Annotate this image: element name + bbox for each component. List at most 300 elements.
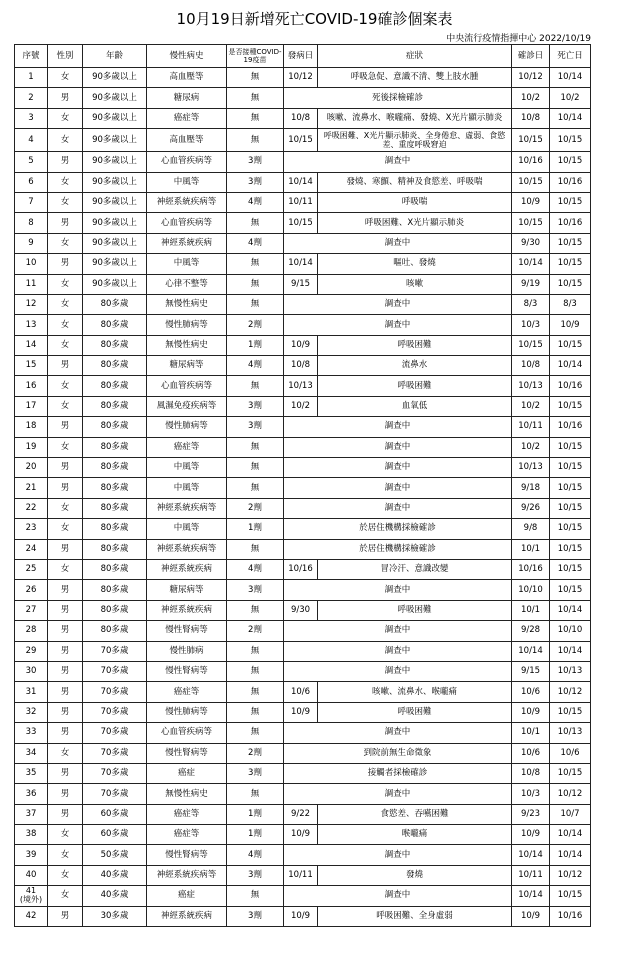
cell-death: 10/15: [550, 580, 591, 600]
cell-age: 80多歲: [83, 396, 147, 416]
cell-sex: 男: [48, 600, 83, 620]
cell-chronic: 慢性腎病等: [147, 845, 227, 865]
cell-sex: 女: [48, 294, 83, 314]
cell-age: 90多歲以上: [83, 172, 147, 192]
cell-sex: 男: [48, 763, 83, 783]
table-row: [15, 478, 591, 498]
cell-vaccine: 4劑: [227, 192, 284, 212]
cell-death: 10/15: [550, 886, 591, 906]
cell-chronic: 中風等: [147, 254, 227, 274]
cell-vaccine: 無: [227, 539, 284, 559]
table-row: [15, 580, 591, 600]
cell-vaccine: 4劑: [227, 559, 284, 579]
cell-chronic: 神經系統疾病等: [147, 498, 227, 518]
cell-sex: 男: [48, 254, 83, 274]
table-row: [15, 315, 591, 335]
cell-sex: 男: [48, 641, 83, 661]
table-row: [15, 702, 591, 722]
cell-chronic: 癌症等: [147, 804, 227, 824]
cell-vaccine: 無: [227, 702, 284, 722]
cell-sex: 女: [48, 519, 83, 539]
table-row: [15, 886, 591, 906]
header-confirm: 確診日: [512, 45, 550, 68]
cell-confirm: 10/9: [512, 906, 550, 926]
cell-confirm: 10/9: [512, 825, 550, 845]
cell-sex: 男: [48, 702, 83, 722]
cell-vaccine: 2劑: [227, 743, 284, 763]
cell-vaccine: 1劑: [227, 825, 284, 845]
table-row: [15, 274, 591, 294]
cell-onset: 10/11: [284, 192, 318, 212]
cell-death: 10/7: [550, 804, 591, 824]
cell-age: 90多歲以上: [83, 152, 147, 172]
table-row: [15, 129, 591, 152]
cell-death: 10/9: [550, 315, 591, 335]
cell-symptom: 喉嚨痛: [318, 825, 512, 845]
cell-symptom: 調查中: [284, 580, 512, 600]
cell-chronic: 慢性腎病等: [147, 621, 227, 641]
cell-death: 10/6: [550, 743, 591, 763]
cell-idx: 12: [15, 294, 48, 314]
cell-symptom: 調查中: [284, 498, 512, 518]
cell-symptom: 呼吸急促、意識不清、雙上肢水腫: [318, 68, 512, 88]
cell-confirm: 10/9: [512, 192, 550, 212]
cell-age: 90多歲以上: [83, 68, 147, 88]
cell-vaccine: 3劑: [227, 417, 284, 437]
cell-death: 10/15: [550, 702, 591, 722]
cell-sex: 女: [48, 68, 83, 88]
cell-death: 10/14: [550, 108, 591, 128]
cell-age: 80多歲: [83, 417, 147, 437]
cell-age: 60多歲: [83, 825, 147, 845]
cell-vaccine: 無: [227, 213, 284, 233]
cell-age: 80多歲: [83, 539, 147, 559]
cell-symptom: 呼吸困難、全身虛弱: [318, 906, 512, 926]
cell-chronic: 中風等: [147, 458, 227, 478]
header-age: 年齡: [83, 45, 147, 68]
cell-vaccine: 無: [227, 376, 284, 396]
cell-symptom: 冒冷汗、意識改變: [318, 559, 512, 579]
cell-sex: 女: [48, 129, 83, 152]
cell-age: 90多歲以上: [83, 274, 147, 294]
cell-onset: 10/14: [284, 254, 318, 274]
table-row: [15, 233, 591, 253]
cell-death: 10/13: [550, 661, 591, 681]
cell-idx: 2: [15, 88, 48, 108]
cell-sex: 男: [48, 88, 83, 108]
cell-death: 10/15: [550, 152, 591, 172]
cell-death: 10/15: [550, 519, 591, 539]
cell-onset: 10/15: [284, 129, 318, 152]
cell-age: 80多歲: [83, 458, 147, 478]
table-row: [15, 682, 591, 702]
cell-chronic: 神經系統疾病等: [147, 192, 227, 212]
cell-death: 10/15: [550, 396, 591, 416]
cell-chronic: 中風等: [147, 478, 227, 498]
cell-age: 80多歲: [83, 559, 147, 579]
cell-vaccine: 3劑: [227, 865, 284, 885]
cell-confirm: 10/8: [512, 356, 550, 376]
cell-sex: 女: [48, 335, 83, 355]
cell-death: 10/15: [550, 539, 591, 559]
cell-vaccine: 無: [227, 129, 284, 152]
cell-idx: 6: [15, 172, 48, 192]
cell-vaccine: 3劑: [227, 396, 284, 416]
cell-symptom: 於居住機構採檢確診: [284, 539, 512, 559]
table-row: [15, 559, 591, 579]
table-row: [15, 804, 591, 824]
cell-age: 80多歲: [83, 519, 147, 539]
cell-death: 10/12: [550, 865, 591, 885]
source-note: 中央流行疫情指揮中心 2022/10/19: [446, 34, 591, 44]
cell-vaccine: 無: [227, 641, 284, 661]
cell-sex: 女: [48, 825, 83, 845]
table-row: [15, 335, 591, 355]
table-row: [15, 88, 591, 108]
cell-idx: 9: [15, 233, 48, 253]
cell-idx: 4: [15, 129, 48, 152]
cell-death: 10/14: [550, 641, 591, 661]
cell-age: 80多歲: [83, 376, 147, 396]
header-sex: 性別: [48, 45, 83, 68]
cell-death: 10/14: [550, 845, 591, 865]
table-row: [15, 172, 591, 192]
cell-age: 70多歲: [83, 661, 147, 681]
table-row: [15, 192, 591, 212]
cell-idx: 36: [15, 784, 48, 804]
cell-sex: 男: [48, 356, 83, 376]
cell-symptom: 嘔吐、發燒: [318, 254, 512, 274]
cell-confirm: 9/15: [512, 661, 550, 681]
cell-age: 70多歲: [83, 682, 147, 702]
cell-confirm: 10/6: [512, 682, 550, 702]
cell-onset: 10/11: [284, 865, 318, 885]
cell-confirm: 9/30: [512, 233, 550, 253]
cell-confirm: 9/28: [512, 621, 550, 641]
cell-confirm: 10/8: [512, 763, 550, 783]
cell-vaccine: 無: [227, 661, 284, 681]
cell-sex: 男: [48, 784, 83, 804]
cell-age: 80多歲: [83, 294, 147, 314]
cell-chronic: 慢性腎病等: [147, 661, 227, 681]
table-row: [15, 294, 591, 314]
cell-death: 10/15: [550, 437, 591, 457]
cell-symptom: 呼吸困難: [318, 376, 512, 396]
cell-age: 90多歲以上: [83, 88, 147, 108]
cell-age: 80多歲: [83, 478, 147, 498]
cell-confirm: 10/15: [512, 129, 550, 152]
cell-sex: 男: [48, 213, 83, 233]
page-title: 10月19日新增死亡COVID-19確診個案表: [176, 10, 453, 28]
cell-idx: 31: [15, 682, 48, 702]
cell-age: 40多歲: [83, 865, 147, 885]
cell-chronic: 癌症等: [147, 682, 227, 702]
cell-vaccine: 2劑: [227, 498, 284, 518]
cell-age: 80多歲: [83, 498, 147, 518]
cell-confirm: 9/23: [512, 804, 550, 824]
cell-vaccine: 無: [227, 68, 284, 88]
cell-chronic: 神經系統疾病等: [147, 865, 227, 885]
cell-idx: 37: [15, 804, 48, 824]
cell-symptom: 呼吸困難、X光片顯示肺炎: [318, 213, 512, 233]
cell-vaccine: 1劑: [227, 804, 284, 824]
cell-symptom: 食慾差、吞嚥困難: [318, 804, 512, 824]
cell-death: 10/15: [550, 233, 591, 253]
cell-idx: 17: [15, 396, 48, 416]
cell-death: 10/15: [550, 274, 591, 294]
cell-symptom: 調查中: [284, 294, 512, 314]
cell-vaccine: 3劑: [227, 580, 284, 600]
cell-age: 80多歲: [83, 315, 147, 335]
cell-idx: 28: [15, 621, 48, 641]
cell-chronic: 心血管疾病等: [147, 376, 227, 396]
cell-confirm: 10/1: [512, 539, 550, 559]
cell-age: 90多歲以上: [83, 233, 147, 253]
header-vaccine: 是否接種COVID-19疫苗: [227, 45, 284, 68]
cell-age: 80多歲: [83, 335, 147, 355]
cell-symptom: 到院前無生命徵象: [284, 743, 512, 763]
table-row: [15, 600, 591, 620]
header-onset: 發病日: [284, 45, 318, 68]
cell-vaccine: 無: [227, 254, 284, 274]
table-row: [15, 763, 591, 783]
cell-death: 10/14: [550, 600, 591, 620]
cell-vaccine: 無: [227, 784, 284, 804]
cell-death: 8/3: [550, 294, 591, 314]
table-row: [15, 417, 591, 437]
cell-confirm: 9/18: [512, 478, 550, 498]
cell-sex: 男: [48, 417, 83, 437]
cell-death: 10/13: [550, 723, 591, 743]
table-row: [15, 743, 591, 763]
cell-sex: 男: [48, 580, 83, 600]
header-row: [15, 45, 591, 68]
cell-sex: 女: [48, 315, 83, 335]
cell-sex: 男: [48, 661, 83, 681]
cell-vaccine: 無: [227, 437, 284, 457]
cell-confirm: 10/9: [512, 702, 550, 722]
cell-sex: 男: [48, 152, 83, 172]
cell-chronic: 風濕免疫疾病等: [147, 396, 227, 416]
cell-idx: 5: [15, 152, 48, 172]
cell-symptom: 死後採檢確診: [284, 88, 512, 108]
cell-symptom: 調查中: [284, 845, 512, 865]
cell-symptom: 咳嗽、流鼻水、喉嚨痛: [318, 682, 512, 702]
cell-confirm: 10/14: [512, 254, 550, 274]
cell-onset: 10/14: [284, 172, 318, 192]
cell-age: 90多歲以上: [83, 108, 147, 128]
cell-symptom: 調查中: [284, 152, 512, 172]
cell-chronic: 高血壓等: [147, 68, 227, 88]
cell-idx: 19: [15, 437, 48, 457]
cell-chronic: 神經系統疾病等: [147, 539, 227, 559]
cell-idx: 33: [15, 723, 48, 743]
cell-symptom: 調查中: [284, 315, 512, 335]
cell-sex: 男: [48, 478, 83, 498]
cell-idx: 34: [15, 743, 48, 763]
cell-death: 10/2: [550, 88, 591, 108]
cell-vaccine: 3劑: [227, 152, 284, 172]
cell-onset: 10/8: [284, 356, 318, 376]
cell-vaccine: 無: [227, 886, 284, 906]
cell-chronic: 慢性肺病等: [147, 417, 227, 437]
cell-idx: 11: [15, 274, 48, 294]
cell-age: 30多歲: [83, 906, 147, 926]
cell-chronic: 慢性肺病等: [147, 702, 227, 722]
cell-vaccine: 無: [227, 274, 284, 294]
cell-chronic: 糖尿病等: [147, 356, 227, 376]
cell-sex: 女: [48, 108, 83, 128]
cell-age: 70多歲: [83, 702, 147, 722]
cell-idx: 1: [15, 68, 48, 88]
cell-age: 90多歲以上: [83, 213, 147, 233]
cell-onset: 10/8: [284, 108, 318, 128]
cell-age: 80多歲: [83, 437, 147, 457]
cell-chronic: 中風等: [147, 172, 227, 192]
cell-chronic: 癌症等: [147, 437, 227, 457]
cell-sex: 男: [48, 458, 83, 478]
table-row: [15, 845, 591, 865]
cell-onset: 10/15: [284, 213, 318, 233]
cell-chronic: 糖尿病等: [147, 580, 227, 600]
cell-chronic: 癌症等: [147, 108, 227, 128]
cell-chronic: 神經系統疾病: [147, 600, 227, 620]
cell-vaccine: 2劑: [227, 315, 284, 335]
cell-idx: 3: [15, 108, 48, 128]
cell-idx: 35: [15, 763, 48, 783]
table-body: [15, 68, 591, 927]
cell-idx: 18: [15, 417, 48, 437]
cell-confirm: 10/11: [512, 417, 550, 437]
cell-vaccine: 3劑: [227, 763, 284, 783]
cell-death: 10/15: [550, 478, 591, 498]
cell-idx: 32: [15, 702, 48, 722]
cell-confirm: 10/2: [512, 396, 550, 416]
cell-symptom: 調查中: [284, 621, 512, 641]
cell-chronic: 癌症等: [147, 825, 227, 845]
cell-sex: 男: [48, 723, 83, 743]
cell-chronic: 無慢性病史: [147, 784, 227, 804]
cell-confirm: 10/15: [512, 172, 550, 192]
cell-death: 10/16: [550, 376, 591, 396]
cell-idx: 38: [15, 825, 48, 845]
cell-symptom: 調查中: [284, 661, 512, 681]
cell-chronic: 無慢性病史: [147, 335, 227, 355]
cell-onset: 10/2: [284, 396, 318, 416]
cell-sex: 女: [48, 192, 83, 212]
cell-chronic: 糖尿病: [147, 88, 227, 108]
table-row: [15, 539, 591, 559]
cell-vaccine: 無: [227, 478, 284, 498]
cell-death: 10/12: [550, 784, 591, 804]
cell-sex: 女: [48, 559, 83, 579]
cell-confirm: 10/13: [512, 376, 550, 396]
cell-vaccine: 無: [227, 294, 284, 314]
cell-sex: 女: [48, 376, 83, 396]
cell-symptom: 調查中: [284, 417, 512, 437]
cell-idx: 41 (境外): [15, 886, 48, 906]
case-table: [14, 44, 591, 927]
cell-idx: 40: [15, 865, 48, 885]
cell-age: 40多歲: [83, 886, 147, 906]
cell-age: 90多歲以上: [83, 254, 147, 274]
cell-sex: 女: [48, 396, 83, 416]
cell-confirm: 10/10: [512, 580, 550, 600]
cell-vaccine: 3劑: [227, 172, 284, 192]
cell-symptom: 呼吸困難: [318, 335, 512, 355]
cell-sex: 女: [48, 437, 83, 457]
table-row: [15, 498, 591, 518]
cell-onset: 10/9: [284, 825, 318, 845]
cell-idx: 27: [15, 600, 48, 620]
header-symptom: 症狀: [318, 45, 512, 68]
cell-confirm: 10/3: [512, 315, 550, 335]
cell-chronic: 慢性腎病等: [147, 743, 227, 763]
cell-death: 10/10: [550, 621, 591, 641]
cell-symptom: 調查中: [284, 458, 512, 478]
cell-death: 10/15: [550, 254, 591, 274]
cell-chronic: 心血管疾病等: [147, 723, 227, 743]
cell-confirm: 10/6: [512, 743, 550, 763]
cell-chronic: 癌症: [147, 886, 227, 906]
cell-confirm: 10/3: [512, 784, 550, 804]
cell-age: 80多歲: [83, 621, 147, 641]
cell-onset: 10/9: [284, 335, 318, 355]
table-row: [15, 825, 591, 845]
cell-sex: 女: [48, 886, 83, 906]
header-idx: 序號: [15, 45, 48, 68]
cell-idx: 10: [15, 254, 48, 274]
cell-symptom: 調查中: [284, 437, 512, 457]
cell-symptom: 呼吸困難: [318, 702, 512, 722]
cell-onset: 9/30: [284, 600, 318, 620]
cell-confirm: 10/1: [512, 723, 550, 743]
table-row: [15, 376, 591, 396]
cell-death: 10/15: [550, 498, 591, 518]
cell-death: 10/16: [550, 172, 591, 192]
cell-chronic: 癌症: [147, 763, 227, 783]
cell-symptom: 於居住機構採檢確診: [284, 519, 512, 539]
cell-vaccine: 無: [227, 108, 284, 128]
cell-chronic: 心律不整等: [147, 274, 227, 294]
cell-symptom: 接觸者採檢確診: [284, 763, 512, 783]
cell-vaccine: 無: [227, 88, 284, 108]
cell-idx: 39: [15, 845, 48, 865]
cell-idx: 24: [15, 539, 48, 559]
cell-chronic: 無慢性病史: [147, 294, 227, 314]
cell-confirm: 10/14: [512, 886, 550, 906]
table-row: [15, 458, 591, 478]
cell-vaccine: 無: [227, 600, 284, 620]
cell-death: 10/15: [550, 559, 591, 579]
cell-sex: 女: [48, 865, 83, 885]
cell-idx: 15: [15, 356, 48, 376]
cell-idx: 22: [15, 498, 48, 518]
cell-age: 80多歲: [83, 356, 147, 376]
cell-death: 10/15: [550, 335, 591, 355]
cell-age: 80多歲: [83, 580, 147, 600]
table-row: [15, 437, 591, 457]
cell-symptom: 咳嗽: [318, 274, 512, 294]
cell-chronic: 高血壓等: [147, 129, 227, 152]
cell-death: 10/12: [550, 682, 591, 702]
cell-sex: 男: [48, 539, 83, 559]
cell-vaccine: 4劑: [227, 233, 284, 253]
table-row: [15, 213, 591, 233]
cell-age: 70多歲: [83, 743, 147, 763]
cell-symptom: 調查中: [284, 784, 512, 804]
cell-vaccine: 無: [227, 458, 284, 478]
